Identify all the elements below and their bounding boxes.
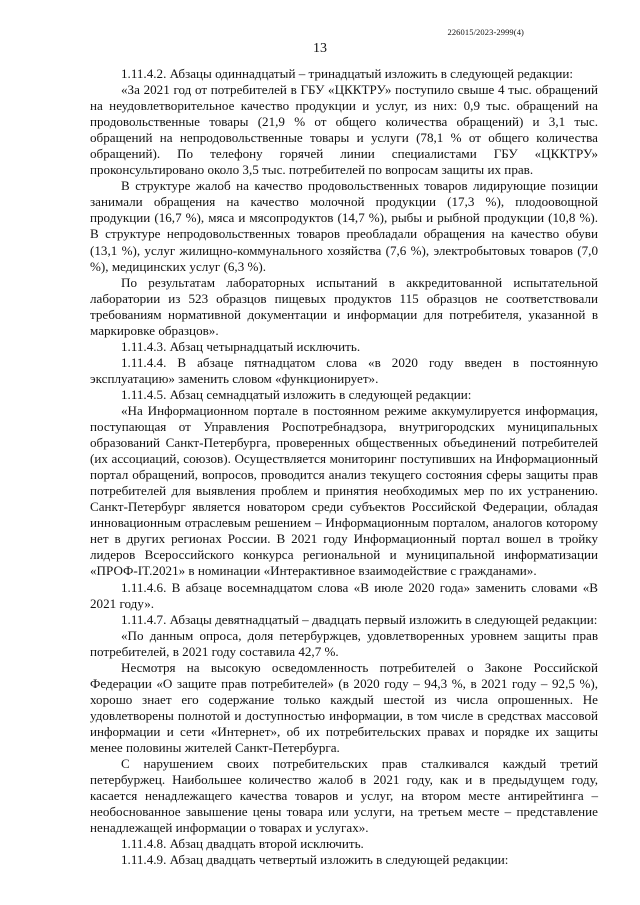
paragraph-lab-results: По результатам лабораторных испытаний в аккредитованной испытательной лаборатории из 523 образцов пищевых продуктов 115 образцов не соответствовали требованиям нормативной документации и информации для потребителя, указанной в маркировке образцов». [90, 274, 598, 338]
page-number: 13 [313, 41, 327, 56]
paragraph-1-11-4-2: 1.11.4.2. Абзацы одиннадцатый – тринадцатый изложить в следующей редакции: [121, 66, 573, 81]
paragraph-1-11-4-3: 1.11.4.3. Абзац четырнадцатый исключить. [121, 338, 361, 354]
paragraph-awareness: Несмотря на высокую осведомленность потребителей о Законе Российской Федерации «О защите прав потребителей» (в 2020 году – 94,3 %, в 2021 году – 92,5 %), хорошо знает его содержание только каждый шестой из числа опрошенных. Не удовлетворены полнотой и доступностью информации, в том числе в средствах массовой информации и сети «Интернет», об их потребительских правах и порядке их защиты менее половины жителей Санкт-Петербурга. [90, 659, 598, 755]
paragraph-complaints-structure: В структуре жалоб на качество продовольственных товаров лидирующие позиции занимали обращения на качество молочной продукции (17,3 %), плодоовощной продукции (16,7 %), мяса и мясопродуктов (14,7 %), рыбы и рыбной продукции (10,8 %). В структуре непродовольственных товаров преобладали обращения на качество обуви (13,1 %), услуг жилищно-коммунального хозяйства (7,6 %), электробытовых товаров (7,0 %), медицинских услуг (6,3 %). [90, 178, 598, 274]
paragraph-1-11-4-6: 1.11.4.6. В абзаце восемнадцатом слова «В июле 2020 года» заменить словами «В 2021 году». [90, 579, 598, 611]
paragraph-1-11-4-9: 1.11.4.9. Абзац двадцать четвертый изложить в следующей редакции: [121, 852, 509, 868]
paragraph-1-11-4-7: 1.11.4.7. Абзацы девятнадцатый – двадцать первый изложить в следующей редакции: [121, 611, 598, 627]
paragraph-1-11-4-4: 1.11.4.4. В абзаце пятнадцатом слова «в 2020 году введен в постоянную эксплуатацию» заменить словом «функционирует». [90, 354, 598, 386]
paragraph-complaints-total: «За 2021 год от потребителей в ГБУ «ЦККТРУ» поступило свыше 4 тыс. обращений на неудовлетворительное качество продукции и услуг, из них: 0,9 тыс. обращений на продовольственные товары (21,9 % от общего количества обращений) и 3,1 тыс. обращений на непродовольственные товары и услуги (78,1 % от общего количества обращений). По телефону горячей линии специалистами ГБУ «ЦККТРУ» проконсультировано около 3,5 тыс. потребителей по вопросам защиты их прав. [90, 82, 598, 178]
paragraph-violations: С нарушением своих потребительских прав сталкивался каждый третий петербуржец. Наибольшее количество жалоб в 2021 году, как и в предыдущем году, касается ненадлежащего качества товаров и услуг, на втором месте антирейтинга – необоснованное завышение цены товара или услуги, на третьем месте – представление ненадлежащей информации о товарах и услугах». [90, 756, 598, 836]
paragraph-1-11-4-5: 1.11.4.5. Абзац семнадцатый изложить в следующей редакции: [121, 386, 472, 402]
paragraph-survey-share: «По данным опроса, доля петербуржцев, удовлетворенных уровнем защиты прав потребителей, в 2021 году составила 42,7 %. [90, 627, 598, 659]
document-number: 226015/2023-2999(4) [447, 27, 524, 37]
paragraph-1-11-4-8: 1.11.4.8. Абзац двадцать второй исключить. [121, 836, 364, 852]
document-body [90, 66, 598, 868]
paragraph-info-portal: «На Информационном портале в постоянном режиме аккумулируется информация, поступающая от Управления Роспотребнадзора, внутригородских муниципальных образований Санкт-Петербурга, проверенных общественных объединений потребителей (их ассоциаций, союзов). Осуществляется мониторинг поступивших на Информационный портал обращений, вопросов, проводится анализ текущего состояния сферы защиты прав потребителей для выявления проблем и принятия необходимых мер по их устранению. Санкт-Петербург является новатором среди субъектов Российской Федерации, обладая инновационным отраслевым решением – Информационным порталом, аналогов которому нет в других регионах России. В 2021 году Информационный портал вошел в тройку лидеров Всероссийского конкурса региональной и муниципальной информатизации «ПРОФ-IT.2021» в номинации «Интерактивное взаимодействие с гражданами». [90, 402, 598, 579]
